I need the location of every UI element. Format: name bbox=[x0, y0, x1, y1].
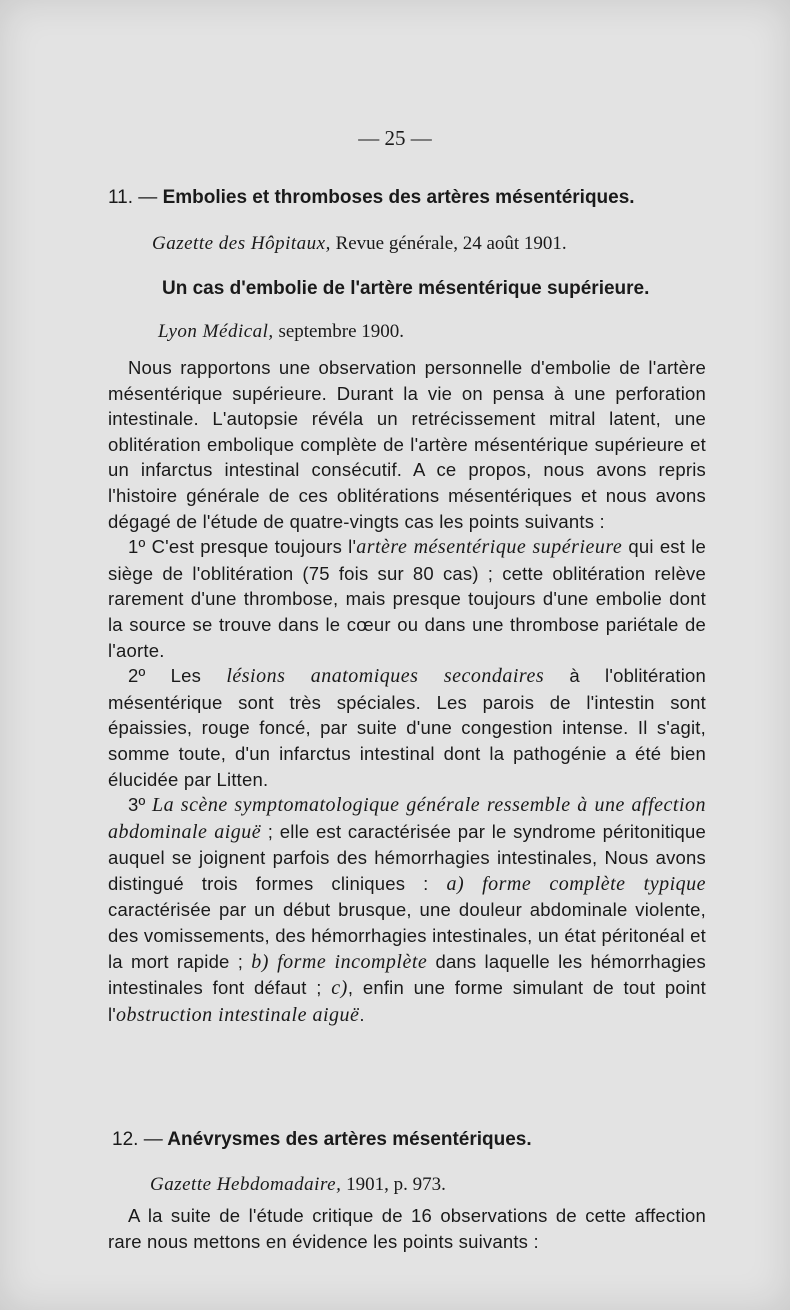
reference-2-details: septembre 1900. bbox=[278, 321, 405, 342]
section-12-body bbox=[108, 1203, 706, 1254]
section-11-reference-1 bbox=[152, 233, 712, 255]
point-3-letter-a: a) bbox=[446, 872, 465, 895]
point-1-marker: 1º bbox=[128, 536, 146, 558]
point-3-text-4: , enfin une forme simulant de tout point l' bbox=[108, 977, 706, 1025]
point-2-marker: 2º bbox=[128, 665, 146, 687]
point-3-letter-c: c) bbox=[331, 977, 348, 1000]
section-12-heading bbox=[112, 1129, 710, 1151]
section-12-reference bbox=[150, 1174, 710, 1196]
section-11-subtitle: Un cas d'embolie de l'artère mésentérique supérieure. bbox=[162, 278, 650, 299]
reference-2-journal: Lyon Médical, bbox=[158, 321, 274, 342]
section-12-number: 12. — bbox=[112, 1129, 163, 1150]
point-3-emphasis-3: forme incomplète bbox=[277, 950, 428, 973]
section-11-heading bbox=[108, 187, 706, 209]
section-12-paragraph-1: A la suite de l'étude critique de 16 observations de cette affection rare nous mettons en évidence les points suivants : bbox=[108, 1205, 706, 1252]
point-2-lead: Les bbox=[170, 665, 227, 687]
point-1-emphasis: artère mésentérique supérieure bbox=[356, 536, 623, 559]
reference-1-journal: Gazette des Hôpitaux, bbox=[152, 233, 331, 254]
point-3-text-1: ; elle est caractérisée par le syndrome péritonitique auquel se joignent parfois des hémorrhagies intestinales, Nous avons distingué trois formes cliniques : bbox=[108, 820, 706, 894]
point-3-text-2: caractérisée par un début brusque, une douleur abdominale violente, des vomissements, des hémorrhagies intestinales, un état péritonéal et la mort rapide ; bbox=[108, 899, 706, 972]
page-number: — 25 — bbox=[358, 126, 432, 150]
point-1-lead: C'est presque toujours l' bbox=[151, 536, 357, 558]
point-3-text-5: . bbox=[359, 1003, 365, 1025]
point-2 bbox=[108, 663, 706, 792]
section-11-title: Embolies et thromboses des artères mésentériques. bbox=[162, 187, 635, 208]
section-11-body bbox=[108, 355, 706, 1028]
section-12-reference-journal: Gazette Hebdomadaire, bbox=[150, 1174, 342, 1195]
point-3-letter-b: b) bbox=[251, 950, 269, 973]
section-11-paragraph-1: Nous rapportons une observation personnelle d'embolie de l'artère mésentérique supérieure. Durant la vie on pensa à une perforation intestinale. L'autopsie révéla un retrécissement mitral latent, une oblitération embolique complète de l'artère mésentérique supérieure et un infarctus intestinal consécutif. A ce propos, nous avons repris l'histoire générale de ces oblitérations mésentériques et nous avons dégagé de l'étude de quatre-vingts cas les points suivants : bbox=[108, 357, 706, 532]
point-3-text-3: dans laquelle les hémorrhagies intestinales font défaut ; bbox=[108, 950, 706, 999]
section-12-title: Anévrysmes des artères mésentériques. bbox=[167, 1129, 532, 1150]
point-2-rest: à l'oblitération mésentérique sont très spéciales. Les parois de l'intestin sont épaissies, rouge foncé, par suite d'une congestion intense. Il s'agit, somme toute, d'un infarctus intestinal dont la pathogénie a été bien élucidée par Litten. bbox=[108, 665, 706, 790]
section-12-reference-details: 1901, p. 973. bbox=[346, 1174, 446, 1195]
point-2-emphasis: lésions anatomiques secondaires bbox=[226, 665, 545, 688]
reference-1-details: Revue générale, 24 août 1901. bbox=[335, 233, 567, 254]
point-3-emphasis-2: forme complète typique bbox=[482, 872, 706, 895]
section-11-reference-2 bbox=[158, 321, 718, 343]
point-3-emphasis-4: obstruction intestinale aiguë bbox=[116, 1003, 360, 1026]
point-1 bbox=[108, 534, 706, 663]
point-1-rest: qui est le siège de l'oblitération (75 fois sur 80 cas) ; cette oblitération relève rarement d'une thrombose, mais presque toujours d'une embolie dont la source se trouve dans le cœur ou dans une thrombose pariétale de l'aorte. bbox=[108, 536, 707, 661]
point-3-marker: 3º bbox=[128, 794, 146, 816]
point-3 bbox=[108, 792, 706, 1028]
point-3-emphasis-1: La scène symptomatologique générale ressemble à une affection abdominale aiguë bbox=[108, 794, 706, 843]
section-11-number: 11. — bbox=[108, 187, 158, 208]
